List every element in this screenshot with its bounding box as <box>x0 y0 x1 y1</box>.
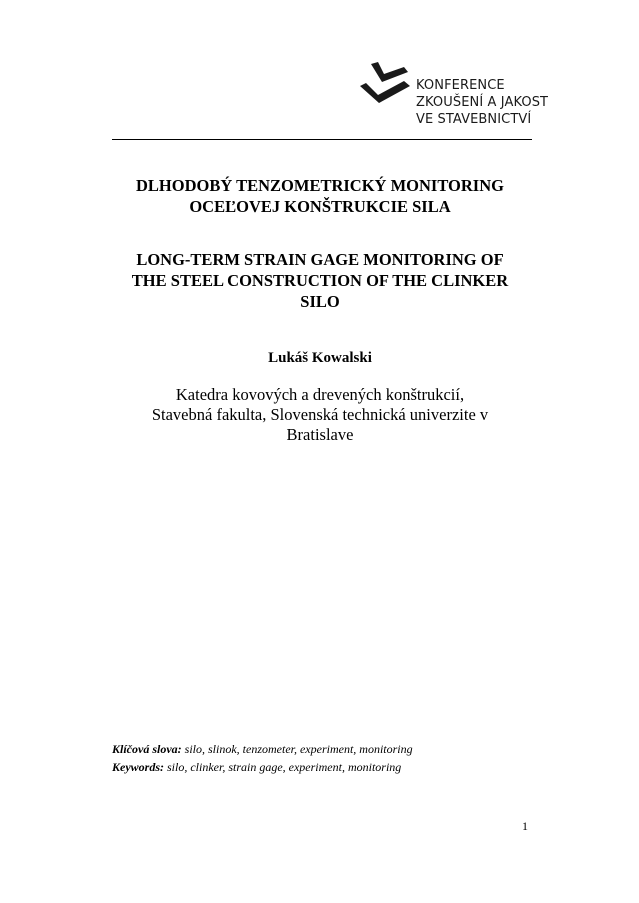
title-english-line-2: THE STEEL CONSTRUCTION OF THE CLINKER <box>131 271 509 290</box>
title-english-line-1: LONG-TERM STRAIN GAGE MONITORING OF <box>136 250 504 269</box>
conference-logo-icon <box>358 58 418 118</box>
conference-logo-text <box>416 77 548 128</box>
author-name: Lukáš Kowalski <box>268 350 372 366</box>
logo-line-1: KONFERENCE <box>416 78 505 93</box>
title-english-line-3: SILO <box>300 292 340 311</box>
affiliation-line-3: Bratislave <box>286 425 354 444</box>
keywords-slovak-label: Klíčová slova: <box>112 742 182 756</box>
keywords-slovak <box>112 741 413 757</box>
logo-line-3: VE STAVEBNICTVÍ <box>416 112 532 127</box>
keywords-english <box>112 759 401 775</box>
page-number: 1 <box>522 819 528 833</box>
keywords-slovak-text: silo, slinok, tenzometer, experiment, monitoring <box>181 742 413 756</box>
affiliation-line-1: Katedra kovových a drevených konštrukcií, <box>175 385 465 404</box>
title-slovak-line-2: OCEĽOVEJ KONŠTRUKCIE SILA <box>189 197 451 216</box>
keywords-english-text: silo, clinker, strain gage, experiment, monitoring <box>164 760 402 774</box>
keywords-english-label: Keywords: <box>112 760 164 774</box>
title-slovak <box>100 175 540 217</box>
affiliation-line-2: Stavebná fakulta, Slovenská technická univerzite v <box>151 405 489 424</box>
title-english <box>100 249 540 312</box>
conference-logo <box>358 58 549 128</box>
title-slovak-line-1: DLHODOBÝ TENZOMETRICKÝ MONITORING <box>136 176 504 195</box>
logo-line-2: ZKOUŠENÍ A JAKOST <box>416 95 549 110</box>
header-divider <box>112 139 532 140</box>
author-affiliation <box>100 385 540 445</box>
